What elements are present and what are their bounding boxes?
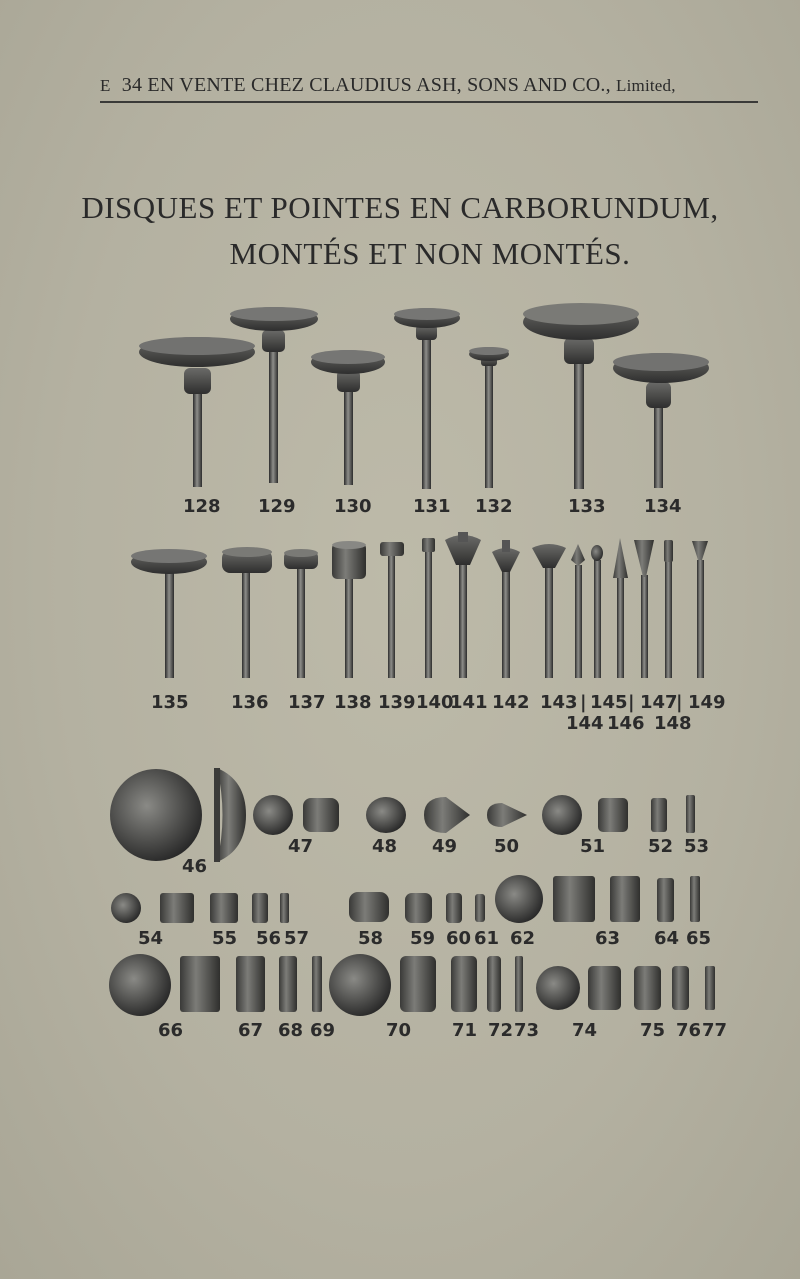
label-135: 135 bbox=[151, 692, 189, 713]
wheel-75 bbox=[588, 966, 661, 1010]
label-66: 66 bbox=[158, 1020, 184, 1041]
label-70: 70 bbox=[386, 1020, 412, 1041]
page-number: 34 bbox=[121, 74, 143, 96]
label-146: 146 bbox=[607, 713, 645, 734]
wheel-63 bbox=[553, 876, 640, 922]
label-divider-2: | bbox=[628, 692, 635, 713]
label-56: 56 bbox=[256, 928, 282, 949]
label-47: 47 bbox=[288, 836, 314, 857]
label-divider-1: | bbox=[580, 692, 587, 713]
label-140: 140 bbox=[416, 692, 454, 713]
label-48: 48 bbox=[372, 836, 398, 857]
wheel-50 bbox=[487, 803, 527, 827]
wheel-53 bbox=[651, 795, 695, 833]
label-139: 139 bbox=[378, 692, 416, 713]
wheel-68 bbox=[279, 956, 297, 1012]
mounted-disc-131 bbox=[394, 308, 460, 489]
wheel-46 bbox=[110, 768, 246, 862]
wheel-58 bbox=[349, 892, 389, 922]
wheel-77 bbox=[705, 966, 715, 1010]
label-52: 52 bbox=[648, 836, 674, 857]
label-57: 57 bbox=[284, 928, 310, 949]
wheel-65 bbox=[690, 876, 700, 922]
wheel-47 bbox=[253, 795, 293, 835]
label-53: 53 bbox=[684, 836, 710, 857]
mounted-point-136 bbox=[222, 547, 272, 678]
label-77: 77 bbox=[702, 1020, 728, 1041]
label-67: 67 bbox=[238, 1020, 264, 1041]
mounted-point-143 bbox=[532, 544, 566, 678]
label-71: 71 bbox=[452, 1020, 478, 1041]
label-76: 76 bbox=[676, 1020, 702, 1041]
label-142: 142 bbox=[492, 692, 530, 713]
label-65: 65 bbox=[686, 928, 712, 949]
page-title-line2: MONTÉS ET NON MONTÉS. bbox=[229, 236, 631, 271]
wheel-73 bbox=[515, 956, 523, 1012]
wheel-47b bbox=[303, 798, 339, 832]
wheel-61 bbox=[475, 894, 485, 922]
label-divider-3: | bbox=[676, 692, 683, 713]
mounted-point-146 bbox=[613, 538, 628, 678]
wheel-69 bbox=[312, 956, 322, 1012]
label-73: 73 bbox=[514, 1020, 540, 1041]
label-149: 149 bbox=[688, 692, 726, 713]
mounted-disc-130 bbox=[311, 350, 385, 485]
label-72: 72 bbox=[488, 1020, 514, 1041]
label-141: 141 bbox=[450, 692, 488, 713]
label-128: 128 bbox=[183, 496, 221, 517]
label-74: 74 bbox=[572, 1020, 598, 1041]
label-59: 59 bbox=[410, 928, 436, 949]
label-60: 60 bbox=[446, 928, 472, 949]
label-130: 130 bbox=[334, 496, 372, 517]
label-138: 138 bbox=[334, 692, 372, 713]
wheel-51 bbox=[542, 795, 582, 835]
label-131: 131 bbox=[413, 496, 451, 517]
wheel-76 bbox=[672, 966, 689, 1010]
mounted-point-149 bbox=[692, 541, 708, 678]
mounted-disc-129 bbox=[230, 307, 318, 483]
label-49: 49 bbox=[432, 836, 458, 857]
label-69: 69 bbox=[310, 1020, 336, 1041]
label-55: 55 bbox=[212, 928, 238, 949]
wheel-62 bbox=[495, 875, 543, 923]
label-148: 148 bbox=[654, 713, 692, 734]
mounted-point-142 bbox=[492, 540, 520, 678]
mounted-point-137 bbox=[284, 549, 318, 678]
wheel-66 bbox=[109, 954, 171, 1016]
mounted-disc-128 bbox=[139, 337, 255, 487]
wheel-52 bbox=[598, 798, 628, 832]
label-132: 132 bbox=[475, 496, 513, 517]
mounted-point-145 bbox=[591, 545, 603, 678]
wheel-74 bbox=[536, 966, 580, 1010]
label-63: 63 bbox=[595, 928, 621, 949]
label-46: 46 bbox=[182, 856, 208, 877]
wheel-57 bbox=[280, 893, 289, 923]
mounted-disc-133 bbox=[523, 303, 639, 489]
label-134: 134 bbox=[644, 496, 682, 517]
mounted-point-141 bbox=[445, 532, 481, 678]
label-51: 51 bbox=[580, 836, 606, 857]
label-64: 64 bbox=[654, 928, 680, 949]
mounted-point-148 bbox=[664, 540, 673, 678]
label-58: 58 bbox=[358, 928, 384, 949]
mounted-point-144 bbox=[571, 544, 585, 678]
wheel-54 bbox=[111, 893, 141, 923]
label-145: 145 bbox=[590, 692, 628, 713]
mounted-point-139 bbox=[380, 542, 404, 678]
label-129: 129 bbox=[258, 496, 296, 517]
wheel-55 bbox=[160, 893, 238, 923]
wheel-71 bbox=[400, 956, 477, 1012]
wheel-59 bbox=[405, 893, 432, 923]
page-prefix: E bbox=[100, 76, 111, 95]
mounted-point-140 bbox=[422, 538, 435, 678]
label-137: 137 bbox=[288, 692, 326, 713]
page-title-line1: DISQUES ET POINTES EN CARBORUNDUM, bbox=[81, 190, 719, 225]
header-text: EN VENTE CHEZ CLAUDIUS ASH, SONS AND CO., bbox=[147, 74, 611, 96]
mounted-point-147 bbox=[634, 540, 654, 678]
wheel-60 bbox=[446, 893, 462, 923]
label-62: 62 bbox=[510, 928, 536, 949]
label-61: 61 bbox=[474, 928, 500, 949]
label-133: 133 bbox=[568, 496, 606, 517]
mounted-point-135 bbox=[131, 549, 207, 678]
label-136: 136 bbox=[231, 692, 269, 713]
label-144: 144 bbox=[566, 713, 604, 734]
label-143: 143 bbox=[540, 692, 578, 713]
label-68: 68 bbox=[278, 1020, 304, 1041]
wheel-49 bbox=[424, 797, 470, 833]
mounted-disc-134 bbox=[613, 353, 709, 488]
label-147: 147 bbox=[640, 692, 678, 713]
wheel-67 bbox=[180, 956, 265, 1012]
wheel-72 bbox=[487, 956, 501, 1012]
mounted-point-138 bbox=[332, 541, 366, 678]
wheel-70 bbox=[329, 954, 391, 1016]
wheel-48 bbox=[366, 797, 406, 833]
header-limited: Limited, bbox=[616, 76, 676, 95]
label-54: 54 bbox=[138, 928, 164, 949]
wheel-56 bbox=[252, 893, 268, 923]
label-50: 50 bbox=[494, 836, 520, 857]
wheel-64 bbox=[657, 878, 674, 922]
label-75: 75 bbox=[640, 1020, 666, 1041]
mounted-disc-132 bbox=[469, 347, 509, 488]
